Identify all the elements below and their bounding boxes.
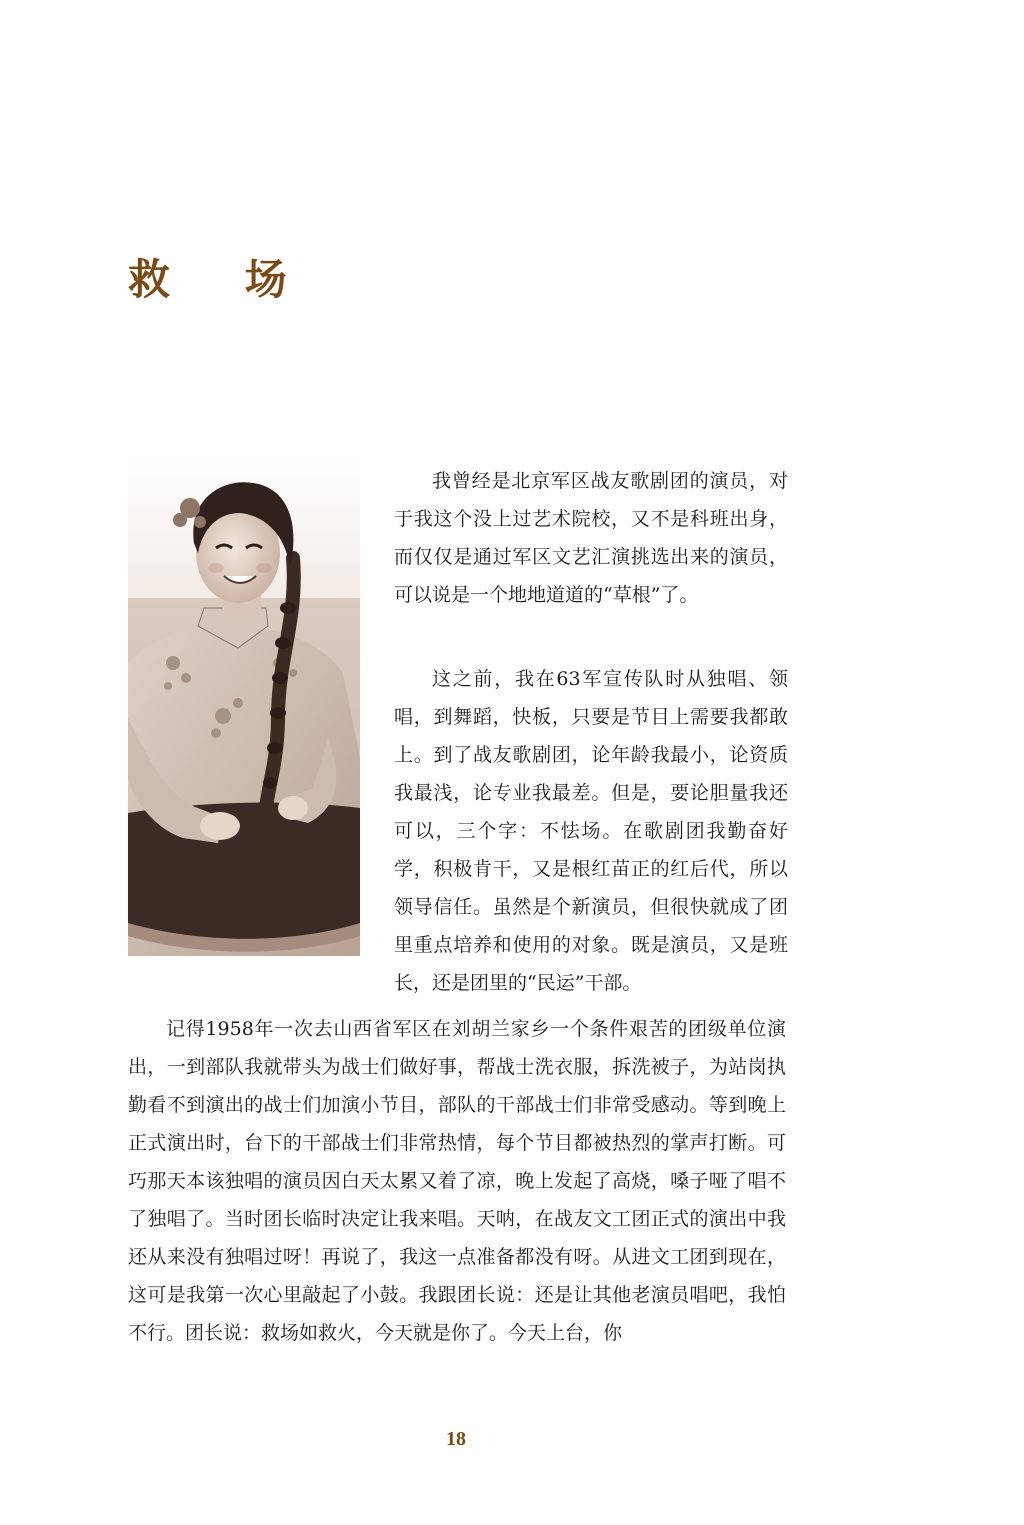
paragraph-story: 记得1958年一次去山西省军区在刘胡兰家乡一个条件艰苦的团级单位演出，一到部队我就带头为战士们做好事，帮战士洗衣服，拆洗被子，为站岗执勤看不到演出的战士们加演小节目，部队的干部战士们非常受感动。等到晚上正式演出时，台下的干部战士们非常热情，每个节目都被热烈的掌声打断。可巧那天本该独唱的演员因白天太累又着了凉，晚上发起了高烧，嗓子哑了唱不了独唱了。当时团长临时决定让我来唱。天呐，在战友文工团正式的演出中我还从来没有独唱过呀！再说了，我这一点准备都没有呀。从进文工团到现在，这可是我第一次心里敲起了小鼓。我跟团长说：还是让其他老演员唱吧，我怕不行。团长说：救场如救火，今天就是你了。今天上台，你 — [128, 1018, 786, 1344]
paragraph-intro: 我曾经是北京军区战友歌剧团的演员，对于我这个没上过艺术院校，又不是科班出身，而仅仅是通过军区文艺汇演挑选出来的演员，可以说是一个地地道道的“草根”了。 — [394, 470, 788, 606]
portrait-photo — [128, 458, 360, 956]
paragraph-background: 这之前，我在63军宣传队时从独唱、领唱，到舞蹈，快板，只要是节目上需要我都敢上。到了战友歌剧团，论年龄我最小，论资质我最浅，论专业我最差。但是，要论胆量我还可以，三个字：不怯场。在歌剧团我勤奋好学，积极肯干，又是根红苗正的红后代，所以领导信任。虽然是个新演员，但很快就成了团里重点培养和使用的对象。既是演员，又是班长，还是团里的“民运”干部。 — [394, 668, 788, 994]
chapter-title: 救 场 — [128, 255, 317, 304]
page-number: 18 — [446, 1428, 466, 1450]
